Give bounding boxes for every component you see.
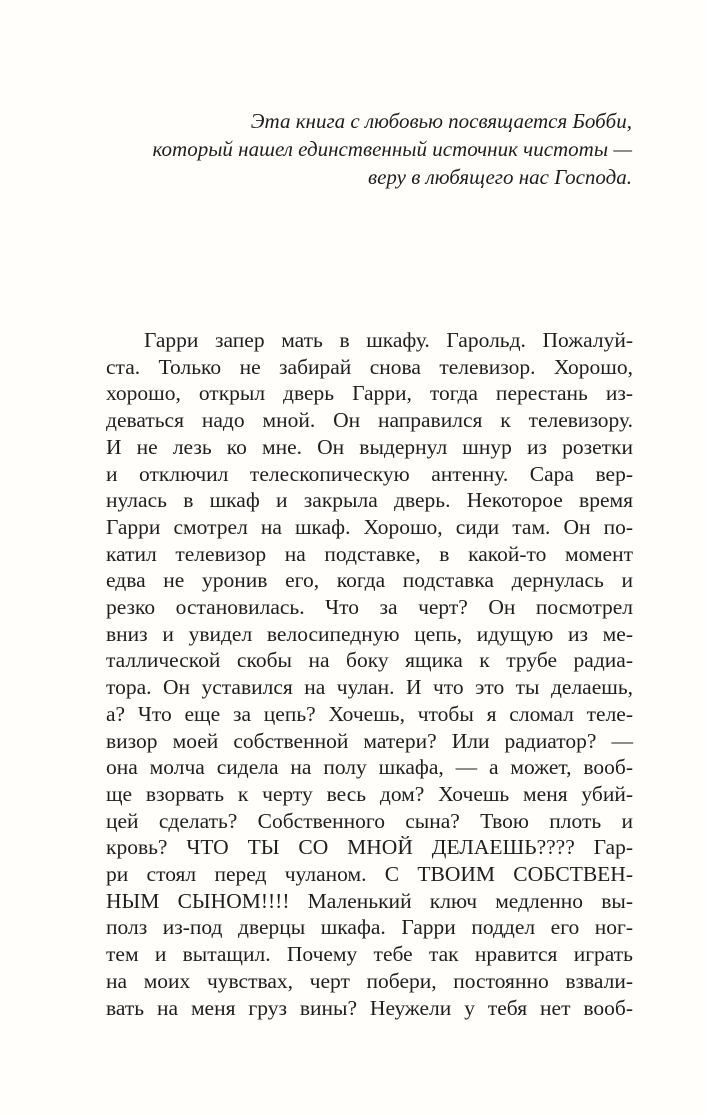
text-line: вать на меня груз вины? Неужели у тебя нет вооб- [106, 995, 633, 1020]
dedication-line: веру в любящего нас Господа. [368, 165, 632, 189]
text-line: едва не уронив его, когда подставка дернулась и [106, 568, 633, 593]
text-line: вниз и увидел велосипедную цепь, идущую из ме- [106, 621, 633, 646]
body-text [106, 327, 633, 1021]
dedication [106, 107, 632, 191]
dedication-line: который нашел единственный источник чистоты — [152, 137, 632, 161]
text-line: Гарри смотрел на шкаф. Хорошо, сиди там. Он по- [106, 514, 633, 539]
text-line: цей сделать? Собственного сына? Твою плоть и [106, 808, 633, 833]
text-line: на моих чувствах, черт побери, постоянно взвали- [106, 968, 633, 993]
text-line: И не лезь ко мне. Он выдернул шнур из розетки [106, 434, 633, 459]
dedication-line: Эта книга с любовью посвящается Бобби, [250, 109, 632, 133]
text-line: полз из-под дверцы шкафа. Гарри поддел его ног- [106, 915, 633, 940]
text-line: резко остановилась. Что за черт? Он посмотрел [106, 595, 633, 620]
text-line: Гарри запер мать в шкафу. Гарольд. Пожалуй- [144, 328, 633, 352]
text-line: она молча сидела на полу шкафа, — а может, вооб- [106, 755, 633, 780]
text-line: нулась в шкаф и закрыла дверь. Некоторое время [106, 488, 633, 513]
text-line: а? Что еще за цепь? Хочешь, чтобы я сломал теле- [106, 701, 633, 726]
text-line: и отключил телескопическую антенну. Сара вер- [106, 461, 633, 486]
text-line: НЫМ СЫНОМ!!!! Маленький ключ медленно вы- [106, 888, 633, 913]
text-line: катил телевизор на подставке, в какой-то момент [106, 541, 633, 566]
text-line: тем и вытащил. Почему тебе так нравится играть [106, 942, 633, 967]
text-line: ри стоял перед чуланом. С ТВОИМ СОБСТВЕН- [106, 862, 633, 887]
text-line: ще взорвать к черту весь дом? Хочешь меня убий- [106, 781, 633, 806]
text-line: деваться надо мной. Он направился к телевизору. [106, 408, 633, 433]
text-line: тора. Он уставился на чулан. И что это ты делаешь, [106, 675, 633, 700]
text-line: ста. Только не забирай снова телевизор. Хорошо, [106, 354, 633, 379]
text-line: кровь? ЧТО ТЫ СО МНОЙ ДЕЛАЕШЬ???? Гар- [106, 835, 633, 860]
text-line: визор моей собственной матери? Или радиатор? — [106, 728, 633, 753]
text-line: таллической скобы на боку ящика к трубе радиа- [106, 648, 633, 673]
text-line: хорошо, открыл дверь Гарри, тогда перестань из- [106, 381, 633, 406]
